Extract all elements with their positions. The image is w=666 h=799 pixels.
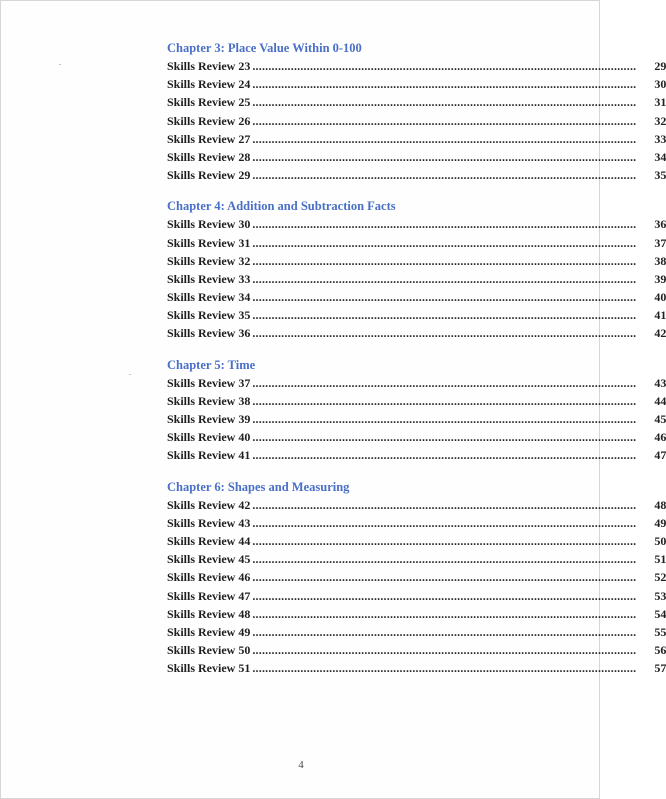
entry-page-number: 34 xyxy=(654,149,666,164)
entry-label: Skills Review 48 xyxy=(167,606,251,621)
toc-entry xyxy=(167,252,666,270)
dot-leader: ........................................................................................................................ xyxy=(252,253,637,268)
toc-entry xyxy=(167,659,666,677)
entry-page-number: 57 xyxy=(654,661,666,676)
entry-page-number: 52 xyxy=(654,570,666,585)
chapter-title: Chapter 5: Time xyxy=(167,357,256,372)
entry-label: Skills Review 50 xyxy=(167,643,251,658)
toc-entry xyxy=(167,215,666,233)
dot-leader: ........................................................................................................................ xyxy=(252,375,637,390)
toc-entry xyxy=(167,641,666,659)
entry-page-number: 37 xyxy=(654,235,666,250)
entry-page-number: 33 xyxy=(654,131,666,146)
entry-label: Skills Review 43 xyxy=(167,515,251,530)
entry-page-number: 48 xyxy=(654,497,666,512)
entry-label: Skills Review 51 xyxy=(167,661,251,676)
entry-page-number: 56 xyxy=(654,643,666,658)
entry-label: Skills Review 24 xyxy=(167,77,251,92)
chapter-section xyxy=(167,356,666,465)
dot-leader: ........................................................................................................................ xyxy=(252,168,637,183)
entry-page-number: 47 xyxy=(654,448,666,463)
toc-entry xyxy=(167,324,666,342)
chapter-section xyxy=(167,39,666,184)
dot-leader: ........................................................................................................................ xyxy=(252,533,637,548)
toc-entry xyxy=(167,288,666,306)
scan-speck xyxy=(59,64,61,65)
entry-label: Skills Review 31 xyxy=(167,235,251,250)
entry-label: Skills Review 41 xyxy=(167,448,251,463)
toc-entry xyxy=(167,550,666,568)
table-of-contents xyxy=(167,39,666,677)
entry-page-number: 43 xyxy=(654,375,666,390)
toc-entry xyxy=(167,514,666,532)
entry-page-number: 42 xyxy=(654,326,666,341)
entry-label: Skills Review 42 xyxy=(167,497,251,512)
entry-page-number: 30 xyxy=(654,77,666,92)
toc-entry xyxy=(167,306,666,324)
toc-entry xyxy=(167,532,666,550)
toc-entry xyxy=(167,75,666,93)
entry-label: Skills Review 46 xyxy=(167,570,251,585)
toc-entry xyxy=(167,112,666,130)
dot-leader: ........................................................................................................................ xyxy=(252,217,637,232)
entry-label: Skills Review 28 xyxy=(167,149,251,164)
entry-page-number: 51 xyxy=(654,552,666,567)
scan-speck xyxy=(129,374,131,375)
toc-entry xyxy=(167,93,666,111)
entry-page-number: 45 xyxy=(654,412,666,426)
entry-page-number: 44 xyxy=(654,393,666,408)
entry-page-number: 38 xyxy=(654,253,666,268)
toc-entry xyxy=(167,57,666,75)
toc-entry xyxy=(167,446,666,464)
entry-label: Skills Review 32 xyxy=(167,253,251,268)
entry-label: Skills Review 49 xyxy=(167,624,251,639)
entry-page-number: 53 xyxy=(654,588,666,603)
dot-leader: ........................................................................................................................ xyxy=(252,497,637,512)
dot-leader: ........................................................................................................................ xyxy=(252,326,637,341)
entry-label: Skills Review 39 xyxy=(167,412,251,426)
toc-entry xyxy=(167,410,666,428)
entry-label: Skills Review 26 xyxy=(167,113,251,128)
toc-entry xyxy=(167,623,666,641)
entry-label: Skills Review 34 xyxy=(167,290,251,305)
entry-page-number: 29 xyxy=(654,59,666,73)
dot-leader: ........................................................................................................................ xyxy=(252,290,637,305)
toc-entry xyxy=(167,428,666,446)
dot-leader: ........................................................................................................................ xyxy=(252,606,637,621)
entry-label: Skills Review 45 xyxy=(167,552,251,567)
dot-leader: ........................................................................................................................ xyxy=(252,588,637,603)
toc-entry xyxy=(167,587,666,605)
dot-leader: ........................................................................................................................ xyxy=(252,149,637,164)
chapter-title: Chapter 6: Shapes and Measuring xyxy=(167,479,350,494)
entry-label: Skills Review 38 xyxy=(167,393,251,408)
toc-entry xyxy=(167,166,666,184)
dot-leader: ........................................................................................................................ xyxy=(252,95,637,110)
entry-label: Skills Review 47 xyxy=(167,588,251,603)
toc-entry xyxy=(167,496,666,514)
entry-label: Skills Review 30 xyxy=(167,217,251,232)
entry-label: Skills Review 37 xyxy=(167,375,251,390)
toc-entry xyxy=(167,148,666,166)
dot-leader: ........................................................................................................................ xyxy=(252,131,637,146)
dot-leader: ........................................................................................................................ xyxy=(252,59,637,73)
entry-page-number: 35 xyxy=(654,168,666,183)
entry-label: Skills Review 23 xyxy=(167,59,251,73)
toc-entry xyxy=(167,270,666,288)
entry-page-number: 40 xyxy=(654,290,666,305)
entry-page-number: 32 xyxy=(654,113,666,128)
entry-label: Skills Review 44 xyxy=(167,533,251,548)
dot-leader: ........................................................................................................................ xyxy=(252,235,637,250)
entry-label: Skills Review 33 xyxy=(167,271,251,286)
entry-page-number: 55 xyxy=(654,624,666,639)
toc-entry xyxy=(167,568,666,586)
dot-leader: ........................................................................................................................ xyxy=(252,515,637,530)
chapter-section xyxy=(167,478,666,678)
toc-entry xyxy=(167,605,666,623)
chapter-title: Chapter 4: Addition and Subtraction Facts xyxy=(167,199,396,214)
chapter-section xyxy=(167,197,666,342)
dot-leader: ........................................................................................................................ xyxy=(252,643,637,658)
dot-leader: ........................................................................................................................ xyxy=(252,412,637,426)
entry-label: Skills Review 25 xyxy=(167,95,251,110)
entry-label: Skills Review 27 xyxy=(167,131,251,146)
page-number: 4 xyxy=(298,759,304,771)
entry-page-number: 41 xyxy=(654,308,666,323)
dot-leader: ........................................................................................................................ xyxy=(252,271,637,286)
entry-page-number: 36 xyxy=(654,217,666,232)
dot-leader: ........................................................................................................................ xyxy=(252,624,637,639)
entry-page-number: 49 xyxy=(654,515,666,530)
entry-label: Skills Review 36 xyxy=(167,326,251,341)
entry-label: Skills Review 35 xyxy=(167,308,251,323)
dot-leader: ........................................................................................................................ xyxy=(252,661,637,676)
dot-leader: ........................................................................................................................ xyxy=(252,113,637,128)
entry-page-number: 54 xyxy=(654,606,666,621)
chapter-title: Chapter 3: Place Value Within 0-100 xyxy=(167,41,362,55)
entry-page-number: 50 xyxy=(654,533,666,548)
dot-leader: ........................................................................................................................ xyxy=(252,308,637,323)
entry-page-number: 31 xyxy=(654,95,666,110)
dot-leader: ........................................................................................................................ xyxy=(252,570,637,585)
dot-leader: ........................................................................................................................ xyxy=(252,393,637,408)
dot-leader: ........................................................................................................................ xyxy=(252,430,637,445)
dot-leader: ........................................................................................................................ xyxy=(252,552,637,567)
dot-leader: ........................................................................................................................ xyxy=(252,77,637,92)
entry-label: Skills Review 29 xyxy=(167,168,251,183)
toc-entry xyxy=(167,392,666,410)
toc-entry xyxy=(167,234,666,252)
entry-page-number: 39 xyxy=(654,271,666,286)
entry-page-number: 46 xyxy=(654,430,666,445)
toc-entry xyxy=(167,374,666,392)
dot-leader: ........................................................................................................................ xyxy=(252,448,637,463)
toc-entry xyxy=(167,130,666,148)
entry-label: Skills Review 40 xyxy=(167,430,251,445)
